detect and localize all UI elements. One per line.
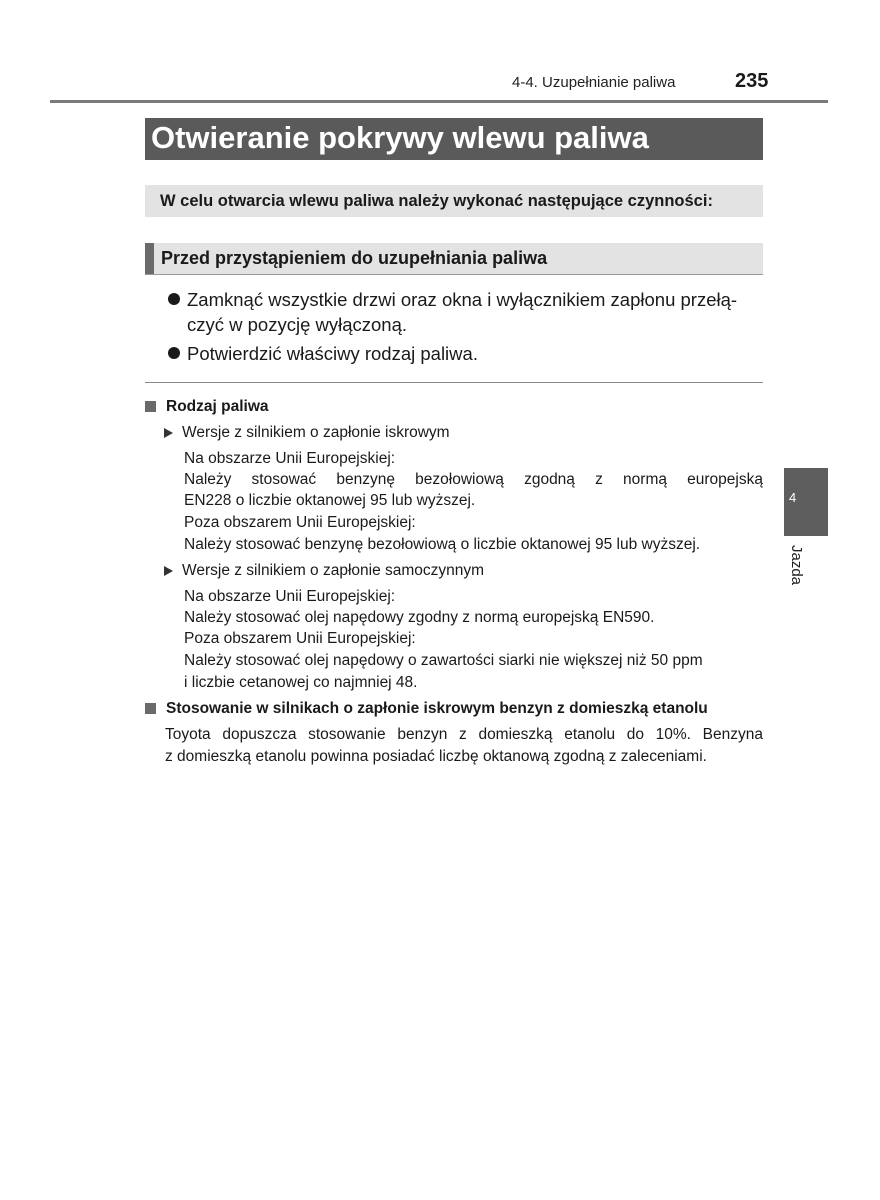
diesel-line: Na obszarze Unii Europejskiej: bbox=[184, 588, 396, 605]
ethanol-line: z domieszką etanolu powinna posiadać liczbę oktanową zgodną z zaleceniami. bbox=[165, 748, 707, 765]
spark-line: Poza obszarem Unii Europejskiej: bbox=[184, 514, 416, 531]
chapter-number: 4 bbox=[789, 490, 797, 505]
bullet-dot-icon bbox=[168, 347, 180, 359]
subsection-title: Przed przystąpieniem do uzupełniania paliwa bbox=[145, 243, 763, 275]
spark-ignition-label: Wersje z silnikiem o zapłonie iskrowym bbox=[182, 424, 450, 441]
diesel-line: i liczbie cetanowej co najmniej 48. bbox=[184, 674, 418, 691]
spark-line: Należy stosować benzynę bezołowiową o liczbie oktanowej 95 lub wyższej. bbox=[184, 536, 701, 553]
spark-line: EN228 o liczbie oktanowej 95 lub wyższej. bbox=[184, 492, 476, 509]
page-title: Otwieranie pokrywy wlewu paliwa bbox=[145, 118, 763, 160]
square-bullet-icon bbox=[145, 401, 156, 412]
intro-box: W celu otwarcia wlewu paliwa należy wykonać następujące czynności: bbox=[145, 185, 763, 217]
triangle-bullet-icon bbox=[164, 566, 173, 576]
subsection-underline bbox=[145, 274, 763, 275]
page-number: 235 bbox=[735, 70, 769, 92]
chapter-tab-label: Jazda bbox=[788, 545, 805, 586]
note-heading-text: Rodzaj paliwa bbox=[166, 398, 269, 415]
ethanol-line: Toyota dopuszcza stosowanie benzyn z domieszką etanolu do 10%. Benzyna bbox=[165, 726, 763, 743]
diesel-line: Należy stosować olej napędowy zgodny z normą europejską EN590. bbox=[184, 609, 655, 626]
note-heading-text: Stosowanie w silnikach o zapłonie iskrowym benzyn z domieszką etanolu bbox=[166, 700, 708, 717]
square-bullet-icon bbox=[145, 703, 156, 714]
diesel-line: Należy stosować olej napędowy o zawartości siarki nie większej niż 50 ppm bbox=[184, 652, 703, 669]
section-divider bbox=[145, 382, 763, 383]
bullet-text: Potwierdzić właściwy rodzaj paliwa. bbox=[187, 343, 478, 364]
spark-line: Na obszarze Unii Europejskiej: bbox=[184, 450, 396, 467]
bullet-dot-icon bbox=[168, 293, 180, 305]
triangle-bullet-icon bbox=[164, 428, 173, 438]
header-rule bbox=[50, 100, 828, 103]
bullet-text: Zamknąć wszystkie drzwi oraz okna i wyłącznikiem zapłonu przełą- bbox=[187, 289, 738, 310]
diesel-line: Poza obszarem Unii Europejskiej: bbox=[184, 630, 416, 647]
diesel-label: Wersje z silnikiem o zapłonie samoczynnym bbox=[182, 562, 485, 579]
chapter-tab bbox=[784, 468, 828, 536]
spark-line: Należy stosować benzynę bezołowiową zgodną z normą europejską bbox=[184, 471, 763, 488]
running-header-section: 4-4. Uzupełnianie paliwa bbox=[512, 74, 676, 91]
bullet-text: czyć w pozycję wyłączoną. bbox=[187, 314, 408, 335]
